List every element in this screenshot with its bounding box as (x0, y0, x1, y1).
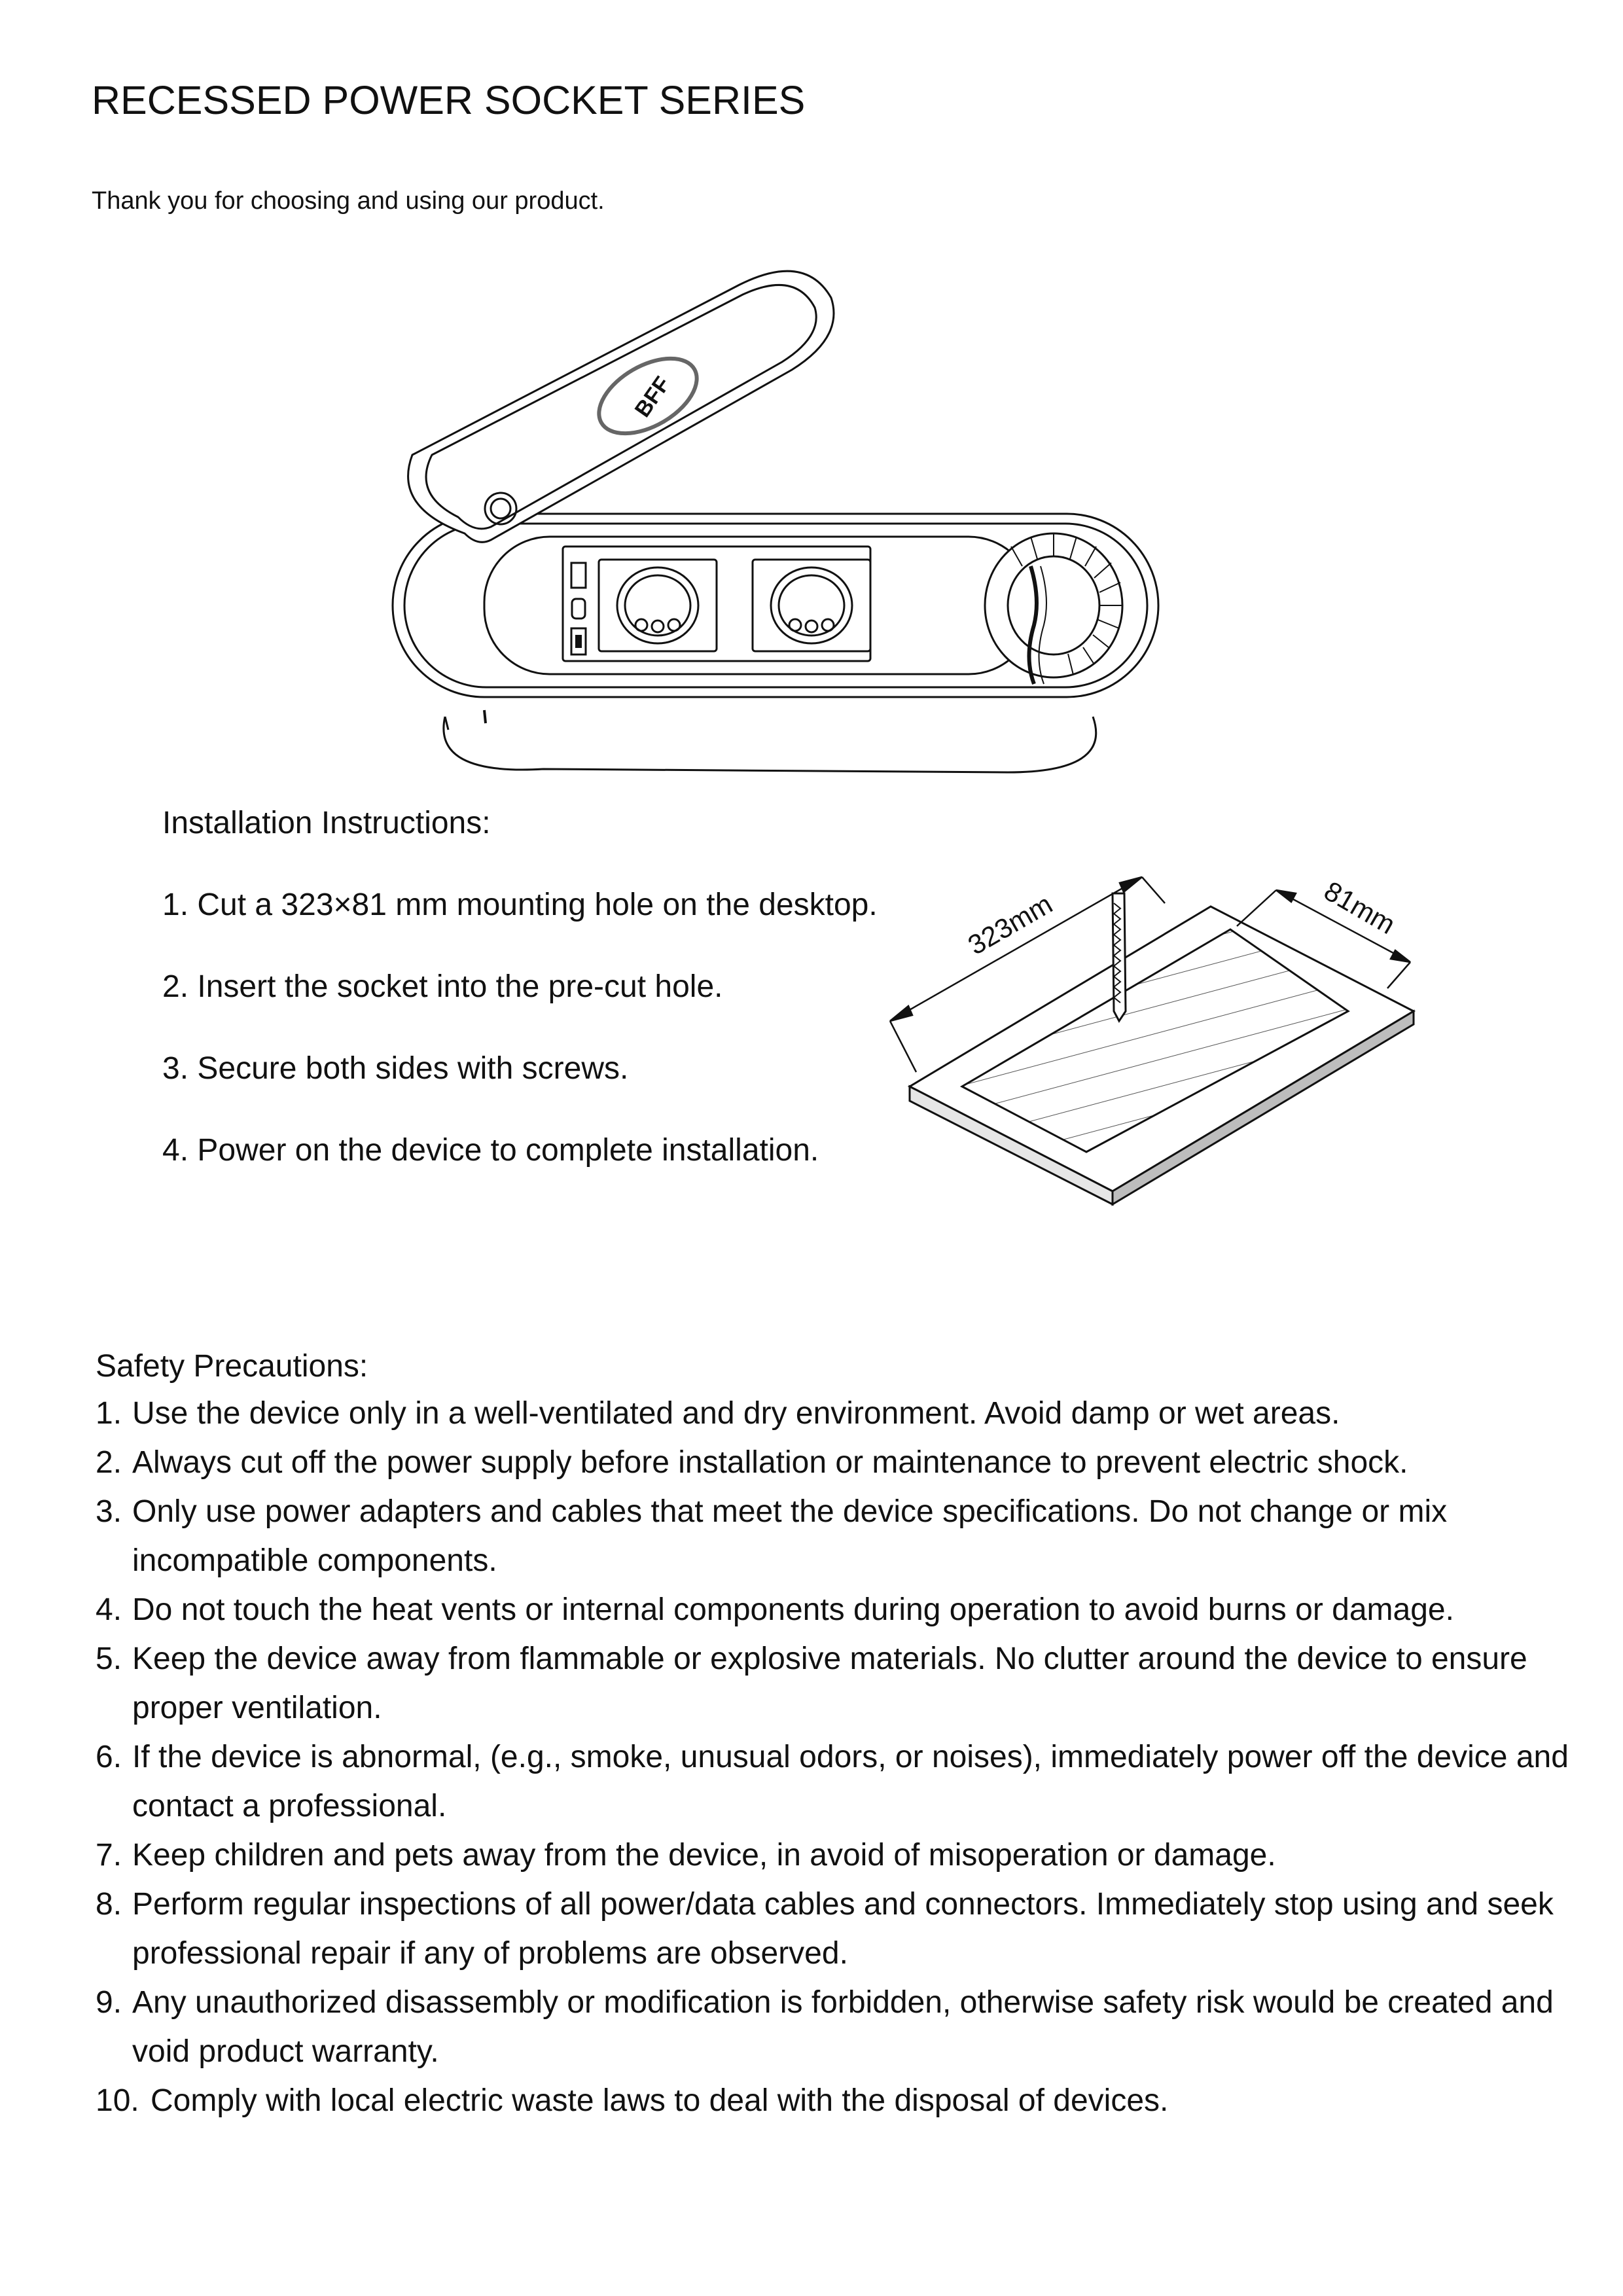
safety-item-number: 4. (96, 1592, 122, 1627)
recessed-socket-illustration (386, 259, 1171, 776)
install-step: 3. Secure both sides with screws. (162, 1051, 629, 1086)
safety-item-text: Only use power adapters and cables that meet the device specifications. Do not change or mix incompatible components. (132, 1494, 1448, 1578)
safety-item (96, 1634, 1607, 1732)
intro-text: Thank you for choosing and using our product. (92, 187, 605, 215)
cutout-diagram (877, 864, 1453, 1230)
safety-item-text: Any unauthorized disassembly or modification is forbidden, otherwise safety risk would be created and void product warranty. (132, 1985, 1554, 2069)
safety-item-number: 1. (96, 1396, 122, 1431)
safety-item (96, 1831, 1607, 1880)
install-step: 4. Power on the device to complete installation. (162, 1133, 819, 1168)
installation-heading: Installation Instructions: (162, 806, 491, 840)
socket-outlet-2-icon (753, 560, 870, 651)
safety-item-number: 6. (96, 1740, 122, 1774)
length-label: 323mm (963, 888, 1058, 961)
safety-item (96, 1585, 1607, 1634)
safety-item (96, 1978, 1607, 2076)
document-title: RECESSED POWER SOCKET SERIES (92, 78, 806, 122)
safety-item-number: 2. (96, 1445, 122, 1480)
safety-item-text: Do not touch the heat vents or internal components during operation to avoid burns or damage. (132, 1592, 1454, 1627)
socket-outlet-1-icon (599, 560, 717, 651)
safety-item-number: 8. (96, 1887, 122, 1922)
safety-item-number: 9. (96, 1985, 122, 2020)
safety-item-text: If the device is abnormal, (e.g., smoke, unusual odors, or noises), immediately power off the device and contact a professional. (132, 1740, 1569, 1823)
safety-item-number: 5. (96, 1641, 122, 1676)
safety-item-number: 10. (96, 2083, 139, 2118)
safety-item-text: Comply with local electric waste laws to deal with the disposal of devices. (151, 2083, 1169, 2118)
install-step: 2. Insert the socket into the pre-cut hole. (162, 969, 723, 1004)
width-label: 81mm (1319, 875, 1401, 941)
safety-item (96, 1389, 1607, 1438)
safety-item (96, 1732, 1607, 1831)
safety-item-number: 3. (96, 1494, 122, 1529)
safety-item (96, 1438, 1607, 1487)
install-step: 1. Cut a 323×81 mm mounting hole on the desktop. (162, 888, 878, 922)
saw-blade-icon (1113, 893, 1126, 1021)
safety-heading: Safety Precautions: (96, 1349, 368, 1384)
safety-item-text: Keep children and pets away from the device, in avoid of misoperation or damage. (132, 1838, 1276, 1873)
brand-logo: BFF (630, 372, 675, 422)
safety-item-text: Use the device only in a well-ventilated and dry environment. Avoid damp or wet areas. (132, 1396, 1340, 1431)
socket-lid (408, 271, 834, 542)
safety-item-number: 7. (96, 1838, 122, 1873)
safety-item (96, 2076, 1607, 2125)
safety-item-text: Always cut off the power supply before installation or maintenance to prevent electric shock. (132, 1445, 1408, 1480)
safety-item (96, 1487, 1607, 1585)
safety-item (96, 1880, 1607, 1978)
safety-item-text: Keep the device away from flammable or explosive materials. No clutter around the device to ensure proper ventilation. (132, 1641, 1527, 1725)
safety-item-text: Perform regular inspections of all power/data cables and connectors. Immediately stop using and seek professional repair if any of problems are observed. (132, 1887, 1554, 1971)
